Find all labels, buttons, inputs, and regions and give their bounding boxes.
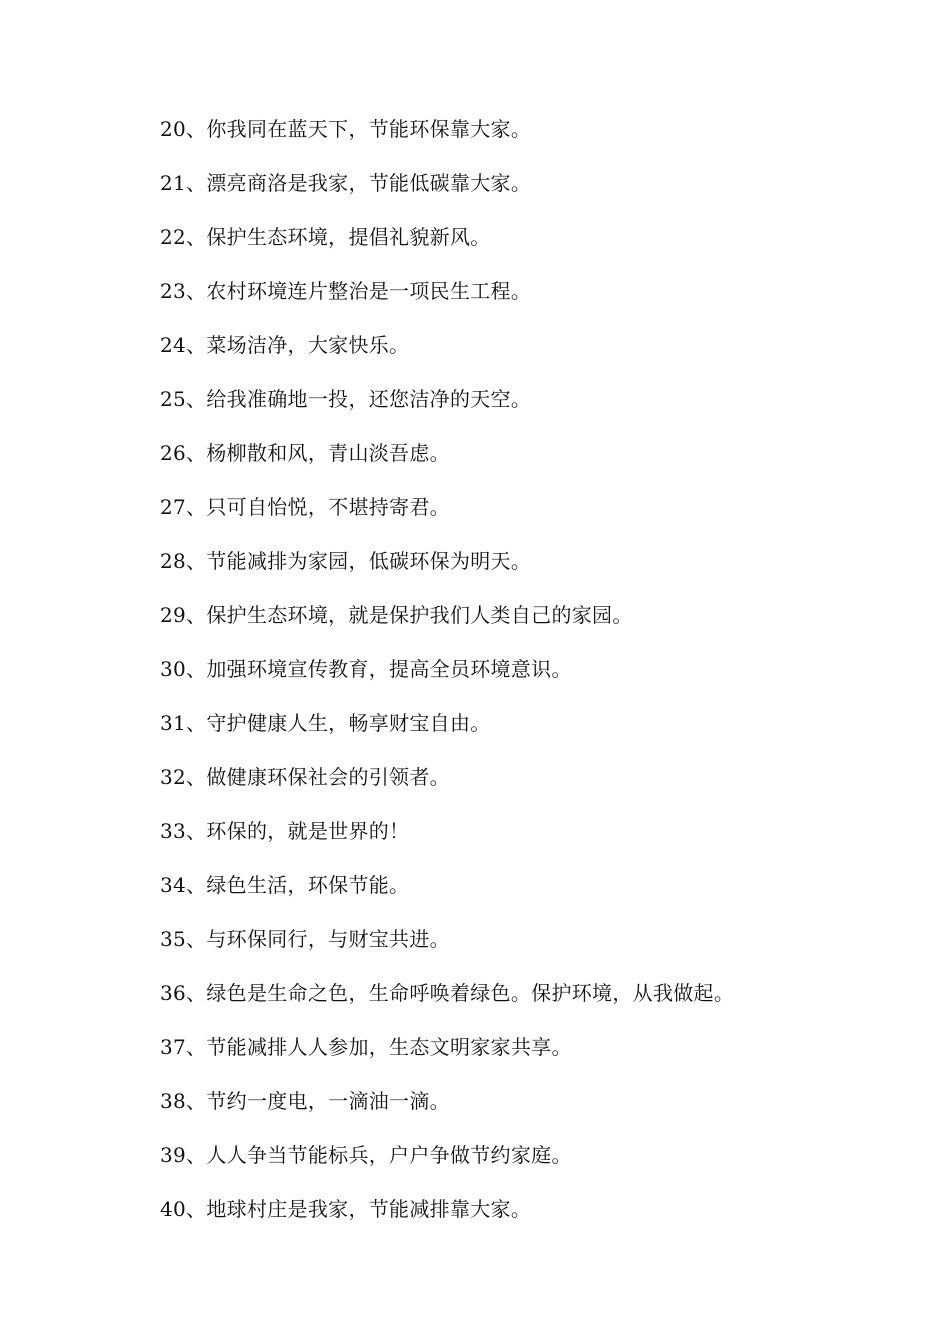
- list-item: 31、守护健康人生，畅享财宝自由。: [160, 711, 491, 735]
- list-item: 26、杨柳散和风，青山淡吾虑。: [160, 441, 450, 465]
- list-item: 34、绿色生活，环保节能。: [160, 873, 410, 897]
- list-item: 20、你我同在蓝天下，节能环保靠大家。: [160, 117, 532, 141]
- list-item: 38、节约一度电，一滴油一滴。: [160, 1089, 450, 1113]
- list-item: 33、环保的，就是世界的！: [160, 819, 410, 843]
- list-item: 35、与环保同行，与财宝共进。: [160, 927, 450, 951]
- list-item: 30、加强环境宣传教育，提高全员环境意识。: [160, 657, 572, 681]
- list-item: 24、菜场洁净，大家快乐。: [160, 333, 410, 357]
- list-item: 29、保护生态环境，就是保护我们人类自己的家园。: [160, 603, 633, 627]
- list-item: 27、只可自怡悦，不堪持寄君。: [160, 495, 450, 519]
- list-item: 28、节能减排为家园，低碳环保为明天。: [160, 549, 532, 573]
- list-item: 36、绿色是生命之色，生命呼唤着绿色。保护环境，从我做起。: [160, 981, 735, 1005]
- list-item: 32、做健康环保社会的引领者。: [160, 765, 450, 789]
- list-item: 22、保护生态环境，提倡礼貌新风。: [160, 225, 491, 249]
- list-item: 39、人人争当节能标兵，户户争做节约家庭。: [160, 1143, 572, 1167]
- slogan-list: [160, 113, 734, 1247]
- list-item: 21、漂亮商洛是我家，节能低碳靠大家。: [160, 171, 532, 195]
- list-item: 40、地球村庄是我家，节能减排靠大家。: [160, 1197, 532, 1221]
- list-item: 25、给我准确地一投，还您洁净的天空。: [160, 387, 532, 411]
- list-item: 23、农村环境连片整治是一项民生工程。: [160, 279, 532, 303]
- list-item: 37、节能减排人人参加，生态文明家家共享。: [160, 1035, 572, 1059]
